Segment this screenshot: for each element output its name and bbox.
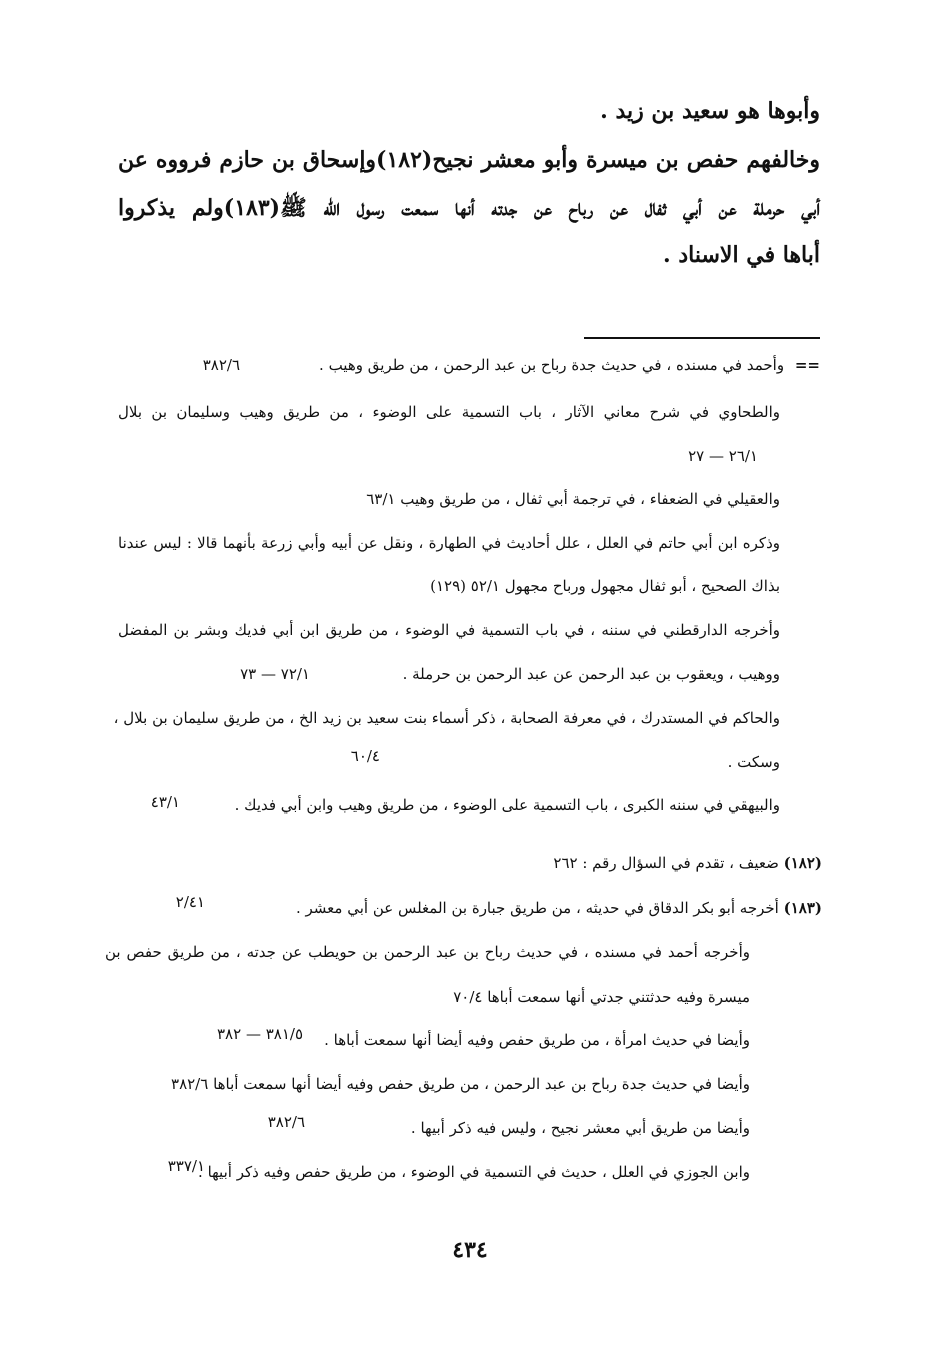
footnote-line-1-text: وأحمد في مسنده ، في حديث جدة رباح بن عبد الرحمن ، من طريق وهيب . [319,356,785,374]
page-number: ٤٣٤ [452,1237,488,1263]
footnote-182-text: ضعيف ، تقدم في السؤال رقم : ٢٦٢ [553,854,779,872]
footnote-line-18-ref: ٣٨٢/٦ [267,1113,305,1131]
footnote-183 [296,896,822,920]
footnote-line-5: وذكره ابن أبي حاتم في العلل ، علل أحاديث في الطهارة ، ونقل عن أبيه وأبي زرعة بأنهما قالا : ليس عندنا [118,534,780,552]
main-text-line-1: وأبوها هو سعيد بن زيد . [600,98,820,124]
footnote-line-4: والعقيلي في الضعفاء ، في ترجمة أبي ثفال ، من طريق وهيب ٦٣/١ [366,490,780,508]
footnote-line-16: وأيضا في حديث امرأة ، من طريق حفص وفيه أيضا أنها سمعت أباها . [324,1031,750,1049]
footnote-line-2: والطحاوي في شرح معاني الآثار ، باب التسمية على الوضوء ، من طريق وهيب وسليمان بن بلال [118,403,780,421]
footnote-line-19: وابن الجوزي في العلل ، حديث في التسمية في الوضوء ، من طريق حفص وفيه ذكر أبيها . [198,1163,750,1181]
footnote-line-18: وأيضا من طريق أبي معشر نجيح ، وليس فيه ذكر أبيها . [410,1119,750,1137]
main-text-line-4: أباها في الاسناد . [663,242,820,268]
footnote-182-number: (١٨٢) [783,854,822,872]
footnote-line-8-ref: ٧٢/١ — ٧٣ [240,665,310,683]
footnote-line-11: والبيهقي في سننه الكبرى ، باب التسمية على الوضوء ، من طريق وهيب وابن أبي فديك . [234,796,780,814]
footnote-separator [584,337,820,339]
footnote-183-ref: ٢/٤١ [175,893,205,911]
footnote-line-8: ووهيب ، ويعقوب بن عبد الرحمن عن عبد الرحمن بن حرملة . [402,665,780,683]
main-text-line-2: وخالفهم حفص بن ميسرة وأبو معشر نجيح(١٨٢)وإسحاق بن حازم فرووه عن [118,147,820,173]
footnote-line-7: وأخرجه الدارقطني في سننه ، في باب التسمية في الوضوء ، من طريق ابن أبي فديك وبشر بن المفضل [118,621,780,639]
footnote-line-1 [319,353,820,377]
footnote-183-number: (١٨٣) [783,899,822,917]
footnote-line-16-ref: ٣٨١/٥ — ٣٨٢ [217,1025,303,1043]
footnote-line-6: بذاك الصحيح ، أبو ثفال مجهول ورباح مجهول ٥٢/١ (١٢٩) [430,577,780,595]
footnote-183-text: أخرجه أبو بكر الدقاق في حديثه ، من طريق جبارة بن المغلس عن أبي معشر . [295,899,779,917]
footnote-line-19-ref: ٣٣٧/١ [167,1157,205,1175]
footnote-line-11-ref: ٤٣/١ [150,793,180,811]
footnote-line-3-ref: ٢٦/١ — ٢٧ [688,447,758,465]
footnote-line-17: وأيضا في حديث جدة رباح بن عبد الرحمن ، من طريق حفص وفيه أيضا أنها سمعت أباها ٣٨٢/٦ [171,1075,750,1093]
footnote-line-1-ref: ٣٨٢/٦ [202,356,240,374]
continuation-marker: == [794,356,820,374]
footnote-line-15: ميسرة وفيه حدثتني جدتي أنها سمعت أباها ٧٠/٤ [453,988,750,1006]
footnote-line-10-ref: ٦٠/٤ [350,747,380,765]
main-text-line-3: أبي حرملة عن أبي ثفال عن رباح عن جدته أنها سمعت رسول الله ﷺ(١٨٣)ولم يذكروا [118,195,820,221]
footnote-line-14: وأخرجه أحمد في مسنده ، في حديث رباح بن عبد الرحمن بن حويطب عن جدته ، من طريق حفص بن [105,943,750,961]
footnote-line-9: والحاكم في المستدرك ، في معرفة الصحابة ، ذكر أسماء بنت سعيد بن زيد الخ ، من طريق سليمان بن بلال ، [113,709,780,727]
footnote-line-10: وسكت . [727,753,780,771]
footnote-182 [553,851,822,875]
